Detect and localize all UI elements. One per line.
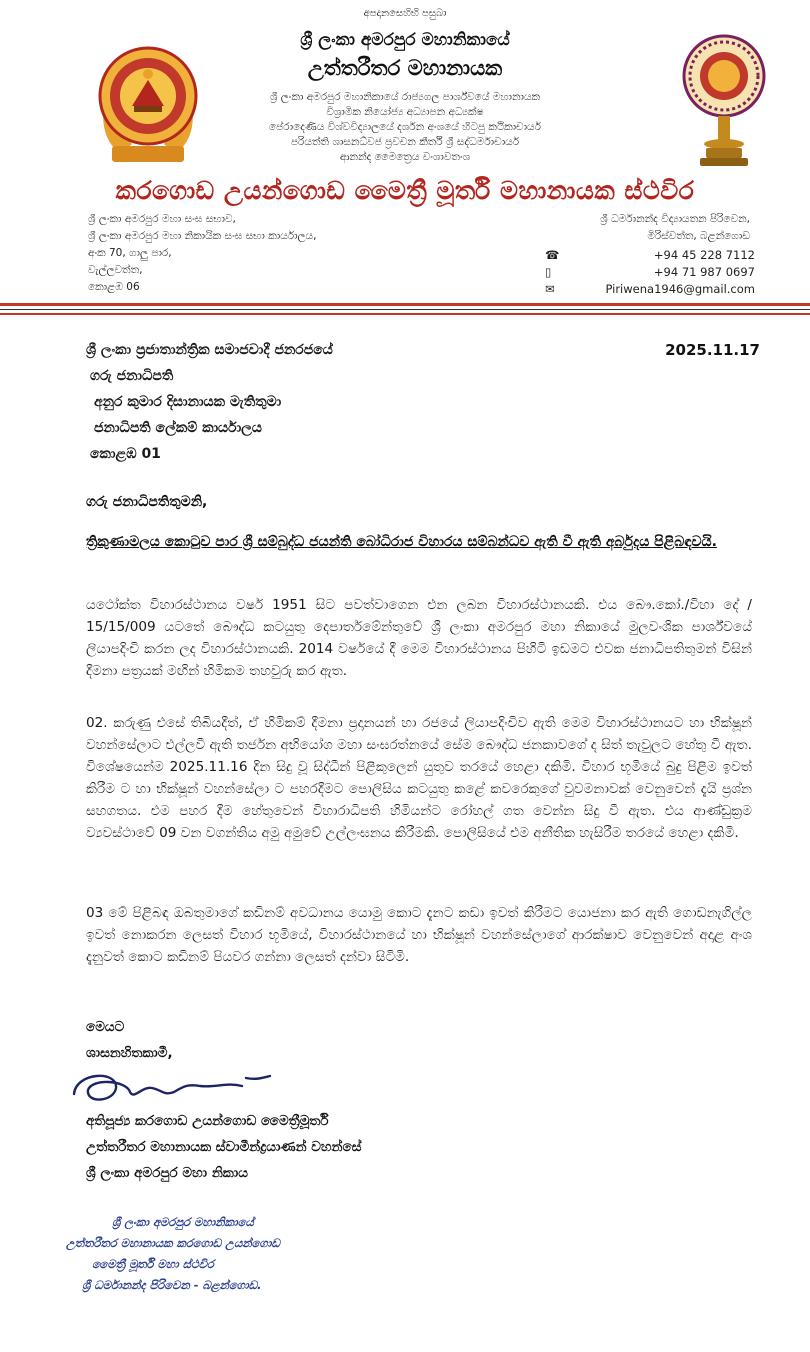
letterhead-line2: උත්තරීතර මහානායක — [307, 56, 503, 80]
sub-line: පරියත්ති ශාසනධ්වජ ප්‍රවචන කීර්ති ශ්‍රී සද්ධර්මාචාර්ය — [290, 136, 520, 148]
recipient-line: අනුර කුමාර දිසානායක මැතිතුමා — [94, 394, 282, 410]
address-right — [520, 211, 750, 245]
letterhead-name: කරගොඩ උයන්ගොඩ මෛත්‍රී මූර්ති මහානායක ස්ථවිර — [115, 176, 695, 205]
mobile-icon: ▯ — [545, 265, 552, 279]
paragraph-2: 02. කරුණු එසේ තිබියදීත්, ඒ හිමිකම් දීමනා ප්‍රදානයන් හා රජයේ ලියාපදිංචිව ඇති මෙම විහාරස්ථානයට හා භික්ෂූන් වහන්සේලාට එල්ලවී ඇති තර්ජන අභියෝග මහා සංඝරත්නයේ සේම බෞද්ධ ජනකාවගේ ද සිත් තැවුලට හේතු වී ඇත. විශේෂයෙන්ම 2025.11.16 දින සිදු වූ සිද්ධීන් පිළිකුලෙන් යුතුව තරයේ හෙළා දකිමි. විහාර භූමියේ බුදු පිළිම ඉවත් කිරීම ට හා භික්ෂූන් වහන්සේලා ට පහරදීමට පොලිසිය කටයුතු කළේ කවරෙකුගේ වුවමනාවක් වෙනුවෙන් දැයි ප්‍රශ්න සහගතය. එම පහර දීම හේතුවෙන් විහාරාධිපති හිමියන්ට රෝහල් ගත වෙන්න සිදු වී ඇත. එය ආණ්ඩුක්‍රම ව්‍යවස්ථාවේ 09 වන වගන්තිය අමු අමුවේ උල්ලංඝනය කිරීමකි. පොලිසියේ එම අනීතික හැසිරීම තරයේ හෙළා දකිමි. — [86, 715, 752, 841]
recipient-line: ජනාධිපති ලේකම් කාර්යාලය — [94, 420, 262, 436]
address-line: මිරිස්වත්ත, බළන්ගොඩ — [647, 230, 750, 242]
signer-block — [86, 1108, 686, 1186]
stamp-line: ශ්‍රී ධර්මානන්ද පිරිවෙන - බළන්ගොඩ. — [82, 1278, 262, 1292]
recipient-block — [86, 337, 606, 467]
signer-line: ශ්‍රී ලංකා අමරපුර මහා නිකාය — [86, 1165, 248, 1181]
stamp-line: මෛත්‍රී මූර්ති මහා ස්ථවිර — [92, 1257, 214, 1271]
address-line: කොළඹ 06 — [88, 281, 140, 293]
divider-rule-lower — [0, 313, 810, 315]
sub-line: විශ්‍රාමික නියෝජ්‍ය අධ්‍යාපන අධ්‍යක්ෂ — [326, 106, 484, 118]
salutation: ගරු ජනාධිපතිතුමනි, — [86, 494, 208, 510]
address-line: ශ්‍රී ලංකා අමරපුර මහා නිකායික සංඝ සභා කාර්යාලය, — [88, 230, 317, 242]
address-line: වැල්ලවත්ත, — [88, 264, 143, 276]
sub-line: ශ්‍රී ලංකා අමරපුර මහානිකායේ රාජ්‍යගල පාර්ශ්වයේ මහානායක — [269, 91, 541, 103]
divider-rule-thin — [0, 309, 810, 310]
email-icon: ✉ — [545, 282, 555, 296]
address-line: ශ්‍රී ධර්මානන්ද විද්‍යායතන පිරිවෙන, — [600, 213, 750, 225]
address-line: ශ්‍රී ලංකා අමරපුර මහා සංඝ සභාව, — [88, 213, 236, 225]
recipient-line: ශ්‍රී ලංකා ප්‍රජාතාන්ත්‍රික සමාජවාදී ජනරජයේ — [86, 342, 333, 358]
phone-icon: ☎ — [545, 248, 560, 262]
sub-line: ආනන්ද මෛත්‍රෙය වංශාවතංශ — [339, 151, 471, 163]
paragraph-1: යථෝක්ත විහාරස්ථානය වර්ෂ 1951 සිට පවත්වාගෙන එන ලබන විහාරස්ථානයකි. එය බෞ.කෝ./විහා දේ / 15/15/009 යටතේ බෞද්ධ කටයුතු දෙපාර්තමේන්තුවේ ශ්‍රී ලංකා අමරපුර මහා නිකායේ මුලවංශික පාර්ශ්වයේ ලියාපදිංචි කරන ලද විහාරස්ථානයකි. 2014 වර්ෂයේ දී මෙම විහාරස්ථානය පිහිටි ඉඩමට එවක ජනාධිපතිතුමන් විසින් දීමනා පත්‍රයක් මඟින් හිමිකම තහවුරු කර ඇත. — [86, 597, 752, 679]
paragraph-3: 03 මේ පිළිබඳ ඔබතුමාගේ කඩිනම් අවධානය යොමු කොට දැනට කඩා ඉවත් කිරීමට යොජනා කර ඇති ගොඩනැගිල්ල ඉවත් නොකරන ලෙසත් විහාර භූමියේ, විහාරස්ථානයේ හා භික්ෂූන් වහන්සේලාගේ ආරක්ෂාව වෙනුවෙන් අදාළ අංශ දැනුවත් කොට කඩිනම් පියවර ගන්නා ලෙසත් දන්වා සිටිමි. — [86, 905, 752, 965]
stamp-line: ශ්‍රී ලංකා අමරපුර මහානිකායේ — [112, 1215, 254, 1229]
address-left — [88, 211, 418, 296]
letterhead-line1: ශ්‍රී ලංකා අමරපුර මහානිකායේ — [300, 30, 510, 50]
closing-1: මෙයට — [86, 1019, 125, 1035]
right-emblem-icon — [680, 32, 768, 172]
letterhead-sub-lines — [195, 90, 615, 165]
recipient-line: කොළඹ 01 — [90, 446, 161, 462]
email-address: Piriwena1946@gmail.com — [605, 282, 755, 296]
divider-rule — [0, 303, 810, 306]
letter-date: 2025.11.17 — [665, 341, 760, 359]
left-emblem-icon — [92, 34, 204, 166]
contact-block — [545, 247, 755, 298]
stamp-line: උත්තරීතර මහානායක කරගොඩ උයන්ගොඩ — [66, 1236, 280, 1250]
recipient-line: ගරු ජනාධිපති — [90, 368, 174, 384]
signer-line: අතිපූජ්‍ය කරගොඩ උයන්ගොඩ මෛත්‍රීමූර්ති — [86, 1113, 329, 1129]
closing-2: ශාසනහිතකාමී, — [86, 1045, 173, 1061]
letterhead-top-small: අපදානසෙහිභි පසුබා — [363, 8, 447, 19]
official-stamp — [66, 1212, 426, 1296]
signer-line: උත්තරීතර මහානායක ස්වාමීන්ද්‍රයාණන් වහන්සේ — [86, 1139, 362, 1155]
address-line: අංක 70, ගාලු පාර, — [88, 247, 172, 259]
signature-image — [66, 1064, 296, 1114]
letter-subject: ත්‍රිකුණාමලය කොටුව පාර ශ්‍රී සම්බුද්ධ ජයන්ති බෝධිරාජ විහාරය සම්බන්ධව ඇති වී ඇති අර්බුදය පිළිබඳවයි. — [86, 534, 717, 550]
sub-line: පේරාදෙණිය විශ්වවිද්‍යාලයේ දර්ශන අංශයේ හිටපු කථිකාචාර්ය — [269, 121, 541, 133]
mobile-number: +94 71 987 0697 — [653, 265, 755, 279]
phone-number: +94 45 228 7112 — [653, 248, 755, 262]
